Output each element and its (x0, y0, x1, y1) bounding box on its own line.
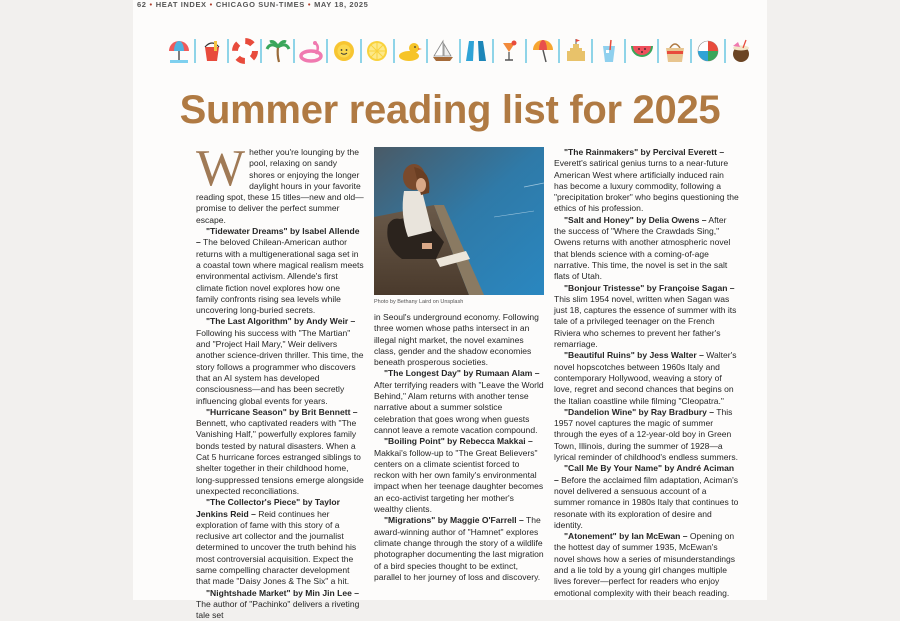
summer-icon-strip (165, 36, 755, 66)
icon-divider (525, 39, 527, 63)
drop-cap: W (196, 140, 246, 197)
rubber-duck-icon (397, 38, 424, 65)
list-item: "Atonement" by Ian McEwan – Opening on the hottest day of summer 1935, McEwan's novel shows how a series of misunderstandings and a lie told by a young girl changes multiple lives forever—perfect for readers who enjoy emotional complexity with their beach reading. (554, 531, 736, 598)
list-item: "Boiling Point" by Rebecca Makkai – Makkai's follow-up to "The Great Believers" centers on a climate scientist forced to reckon with her own family's environmental impact when her teenage daughter becomes an eco-activist targeting her mother's wealthy clients. (374, 436, 544, 515)
list-item: "The Last Algorithm" by Andy Weir – Following his success with "The Martian" and "Project Hail Mary," Weir delivers another science-driven thriller. This time, the story follows a programmer who discovers that an AI system has developed consciousness—and has been secretly influencing global events for years. (196, 316, 364, 406)
section-name: HEAT INDEX (155, 0, 207, 9)
icon-divider (459, 39, 461, 63)
icon-divider (393, 39, 395, 63)
article-column-2 (374, 312, 545, 583)
list-item: "Beautiful Ruins" by Jess Walter – Walter's novel hopscotches between 1960s Italy and contemporary Hollywood, weaving a story of love, regret and second chances that begins on the Italian coastline while filming "Cleopatra." (554, 350, 737, 406)
sailboat-icon (430, 38, 457, 65)
icon-divider (426, 39, 428, 63)
icon-divider (690, 39, 692, 63)
icon-divider (326, 39, 328, 63)
flamingo-float-icon (297, 38, 324, 65)
iced-drink-icon (595, 38, 622, 65)
coconut-drink-icon (728, 38, 755, 65)
page-number: 62 (137, 0, 147, 9)
lemon-slice-icon (364, 38, 391, 65)
photo-caption: Photo by Bethany Laird on Unsplash (374, 299, 464, 305)
palm-tree-icon (264, 38, 291, 65)
beach-bag-icon (661, 38, 688, 65)
beach-umbrella-icon (529, 38, 556, 65)
newspaper-page (133, 0, 767, 621)
icon-divider (360, 39, 362, 63)
list-item: "Call Me By Your Name" by André Aciman – Before the acclaimed film adaptation, Aciman's novel delivered a sensuous account of a summer romance in 1980s Italy that continues to resonate with its exploration of desire and identity. (554, 463, 739, 530)
list-item: "The Collector's Piece" by Taylor Jenkins Reid – Reid continues her exploration of fame with this story of a reclusive art collector and the journalist determined to uncover the truth behind his most controversial acquisition. Expect the same compelling character development that made "Daisy Jones & The Six" a hit. (196, 497, 357, 587)
icon-divider (194, 39, 196, 63)
icon-divider (558, 39, 560, 63)
icon-divider (724, 39, 726, 63)
issue-date: MAY 18, 2025 (314, 0, 369, 9)
article-intro: Whether you're lounging by the pool, relaxing on sandy shores or enjoying the longer daylight hours in your favorite reading spot, these 15 titles—new and old—promise to deliver the perfect summer escape. (196, 140, 364, 225)
list-item: "Migrations" by Maggie O'Farrell – The award-winning author of "Hamnet" explores climate change through the story of a wildlife photographer documenting the last migration of a bird species thought to be extinct, parallel to her journey of loss and discovery. (374, 515, 544, 582)
list-item: "Nightshade Market" by Min Jin Lee – The author of "Pachinko" delivers a riveting tale set (196, 587, 360, 621)
beach-ball-icon (695, 38, 722, 65)
icon-divider (293, 39, 295, 63)
list-item: "The Longest Day" by Rumaan Alam – After terrifying readers with "Leave the World Behind," Alam returns with another tense narrative about a summer solstice celebration that goes wrong when guests cannot leave a remote vacation compound. (374, 368, 544, 435)
list-item: "Dandelion Wine" by Ray Bradbury – This 1957 novel captures the magic of summer through the eyes of a 12-year-old boy in Green Town, Illinois, during the summer of 1928—a lyrical reminder of childhood's endless summers. (554, 406, 739, 463)
article-headline: Summer reading list for 2025 (179, 88, 721, 132)
icon-divider (657, 39, 659, 63)
icon-divider (260, 39, 262, 63)
page-header: 62 • HEAT INDEX • CHICAGO SUN-TIMES • MAY 18, 2025 (137, 0, 369, 9)
newspaper-name: CHICAGO SUN-TIMES (215, 0, 305, 9)
article-column-1 (196, 140, 364, 621)
swim-fins-icon (463, 38, 490, 65)
watermelon-slice-icon (628, 38, 655, 65)
icon-divider (624, 39, 626, 63)
list-item: "Bonjour Tristesse" by Françoise Sagan – This slim 1954 novel, written when Sagan was just 18, captures the essence of summer with its tale of a privileged teenager on the French Riviera who schemes to prevent her father's remarriage. (554, 282, 737, 350)
sun-icon (330, 38, 357, 65)
icon-divider (492, 39, 494, 63)
list-item: "The Rainmakers" by Percival Everett – Everett's satirical genius turns to a near-future American West where artificially induced rain has become a luxury commodity, following a "precipitation broker" who begins questioning the ethics of his profession. (554, 147, 739, 214)
list-item: "Tidewater Dreams" by Isabel Allende – The beloved Chilean-American author returns with a multigenerational saga set in a coastal town where magical realism meets environmental activism. Allende's first climate fiction novel explores how one family confronts rising sea levels while uncovering long-buried secrets. (196, 226, 364, 316)
sandcastle-icon (562, 38, 589, 65)
life-ring-icon (231, 38, 258, 65)
icon-divider (591, 39, 593, 63)
sand-bucket-icon (198, 38, 225, 65)
list-item: "Hurricane Season" by Brit Bennett – Bennett, who captivated readers with "The Vanishing Half," powerfully explores family bonds tested by natural disasters. When a Cat 5 hurricane forces estranged siblings to shelter together in their childhood home, long-suppressed tensions emerge alongside unexpected reconciliations. (196, 406, 364, 496)
icon-divider (227, 39, 229, 63)
article-column-3 (554, 147, 739, 599)
beach-umbrella-icon (165, 38, 192, 65)
article-photo (374, 147, 544, 295)
cocktail-icon (496, 38, 523, 65)
list-item: "Salt and Honey" by Delia Owens – After the success of "Where the Crawdads Sing," Owens returns with another atmospheric novel that blends science with a coming-of-age narrative. This time, the novel is set in the salt flats of Utah. (554, 214, 731, 282)
list-item-continued: in Seoul's underground economy. Following three women whose paths intersect in an illegal night market, the novel examines class, gender and the shadow economies beneath prosperous societies. (374, 312, 539, 368)
